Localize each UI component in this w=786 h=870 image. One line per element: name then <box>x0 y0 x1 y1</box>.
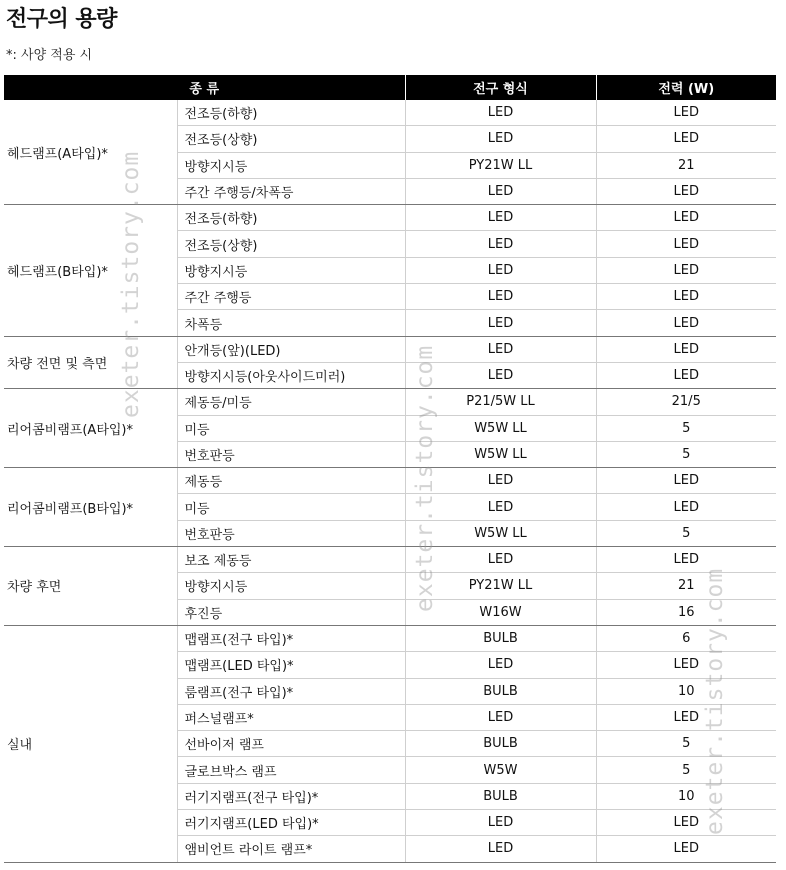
bulb-type-cell: LED <box>405 652 596 678</box>
item-cell: 퍼스널램프* <box>177 704 405 730</box>
item-cell: 맵램프(LED 타입)* <box>177 652 405 678</box>
item-cell: 방향지시등 <box>177 257 405 283</box>
item-cell: 러기지램프(LED 타입)* <box>177 810 405 836</box>
bulb-type-cell: LED <box>405 205 596 231</box>
wattage-cell: 10 <box>596 678 776 704</box>
item-cell: 제동등 <box>177 468 405 494</box>
item-cell: 번호판등 <box>177 441 405 467</box>
item-cell: 글로브박스 램프 <box>177 757 405 783</box>
bulb-type-cell: LED <box>405 178 596 204</box>
wattage-cell: LED <box>596 310 776 336</box>
bulb-type-cell: LED <box>405 100 596 126</box>
category-cell: 헤드램프(B타입)* <box>4 205 177 336</box>
wattage-cell: 21 <box>596 152 776 178</box>
header-type: 종 류 <box>4 75 405 100</box>
item-cell: 주간 주행등/차폭등 <box>177 178 405 204</box>
wattage-cell: LED <box>596 547 776 573</box>
bulb-type-cell: BULB <box>405 731 596 757</box>
wattage-cell: LED <box>596 178 776 204</box>
item-cell: 후진등 <box>177 599 405 625</box>
wattage-cell: LED <box>596 704 776 730</box>
watermark-3: exeter.tistory.com <box>702 567 728 835</box>
wattage-cell: LED <box>596 284 776 310</box>
bulb-type-cell: LED <box>405 284 596 310</box>
wattage-cell: LED <box>596 336 776 362</box>
wattage-cell: LED <box>596 836 776 862</box>
bulb-type-cell: PY21W LL <box>405 152 596 178</box>
table-row <box>4 625 776 651</box>
item-cell: 앰비언트 라이트 램프* <box>177 836 405 862</box>
table-row <box>4 547 776 573</box>
item-cell: 미등 <box>177 494 405 520</box>
wattage-cell: LED <box>596 100 776 126</box>
item-cell: 룸램프(전구 타입)* <box>177 678 405 704</box>
wattage-cell: LED <box>596 652 776 678</box>
item-cell: 보조 제동등 <box>177 547 405 573</box>
bulb-type-cell: W16W <box>405 599 596 625</box>
bulb-type-cell: LED <box>405 257 596 283</box>
bulb-type-cell: LED <box>405 336 596 362</box>
wattage-cell: 5 <box>596 731 776 757</box>
category-cell: 리어콤비램프(B타입)* <box>4 468 177 547</box>
bulb-type-cell: LED <box>405 310 596 336</box>
bulb-type-cell: LED <box>405 547 596 573</box>
bulb-type-cell: W5W <box>405 757 596 783</box>
watermark-1: exeter.tistory.com <box>118 150 144 418</box>
item-cell: 러기지램프(전구 타입)* <box>177 783 405 809</box>
bulb-type-cell: LED <box>405 836 596 862</box>
wattage-cell: LED <box>596 231 776 257</box>
bulb-type-cell: BULB <box>405 783 596 809</box>
wattage-cell: LED <box>596 494 776 520</box>
item-cell: 선바이저 램프 <box>177 731 405 757</box>
bulb-type-cell: LED <box>405 126 596 152</box>
table-header-row <box>4 75 776 100</box>
wattage-cell: LED <box>596 257 776 283</box>
item-cell: 번호판등 <box>177 520 405 546</box>
wattage-cell: 21 <box>596 573 776 599</box>
category-cell: 헤드램프(A타입)* <box>4 100 177 205</box>
item-cell: 차폭등 <box>177 310 405 336</box>
option-note: *: 사양 적용 시 <box>6 48 93 63</box>
wattage-cell: 5 <box>596 757 776 783</box>
item-cell: 맵램프(전구 타입)* <box>177 625 405 651</box>
item-cell: 방향지시등(아웃사이드미러) <box>177 362 405 388</box>
watermark-2: exeter.tistory.com <box>412 344 438 612</box>
item-cell: 방향지시등 <box>177 152 405 178</box>
bulb-type-cell: LED <box>405 494 596 520</box>
bulb-type-cell: LED <box>405 362 596 388</box>
wattage-cell: LED <box>596 468 776 494</box>
item-cell: 전조등(하향) <box>177 100 405 126</box>
item-cell: 제동등/미등 <box>177 389 405 415</box>
wattage-cell: LED <box>596 126 776 152</box>
wattage-cell: 10 <box>596 783 776 809</box>
table-row <box>4 468 776 494</box>
wattage-cell: 21/5 <box>596 389 776 415</box>
wattage-cell: LED <box>596 810 776 836</box>
item-cell: 주간 주행등 <box>177 284 405 310</box>
item-cell: 전조등(하향) <box>177 205 405 231</box>
bulb-type-cell: BULB <box>405 625 596 651</box>
item-cell: 안개등(앞)(LED) <box>177 336 405 362</box>
wattage-cell: 6 <box>596 625 776 651</box>
wattage-cell: 5 <box>596 415 776 441</box>
bulb-type-cell: W5W LL <box>405 415 596 441</box>
category-cell: 리어콤비램프(A타입)* <box>4 389 177 468</box>
wattage-cell: LED <box>596 205 776 231</box>
bulb-type-cell: PY21W LL <box>405 573 596 599</box>
category-cell: 차량 전면 및 측면 <box>4 336 177 389</box>
item-cell: 방향지시등 <box>177 573 405 599</box>
wattage-cell: 16 <box>596 599 776 625</box>
bulb-type-cell: LED <box>405 468 596 494</box>
header-wattage: 전력 (W) <box>596 75 776 100</box>
wattage-cell: 5 <box>596 520 776 546</box>
page-title: 전구의 용량 <box>6 7 117 32</box>
item-cell: 전조등(상향) <box>177 231 405 257</box>
bulb-type-cell: BULB <box>405 678 596 704</box>
header-bulb-type: 전구 형식 <box>405 75 596 100</box>
item-cell: 미등 <box>177 415 405 441</box>
bulb-type-cell: W5W LL <box>405 520 596 546</box>
bulb-type-cell: LED <box>405 704 596 730</box>
wattage-cell: LED <box>596 362 776 388</box>
category-cell: 차량 후면 <box>4 547 177 626</box>
table-row <box>4 100 776 126</box>
bulb-type-cell: LED <box>405 231 596 257</box>
bulb-type-cell: LED <box>405 810 596 836</box>
bulb-type-cell: P21/5W LL <box>405 389 596 415</box>
bulb-type-cell: W5W LL <box>405 441 596 467</box>
item-cell: 전조등(상향) <box>177 126 405 152</box>
wattage-cell: 5 <box>596 441 776 467</box>
category-cell: 실내 <box>4 625 177 862</box>
